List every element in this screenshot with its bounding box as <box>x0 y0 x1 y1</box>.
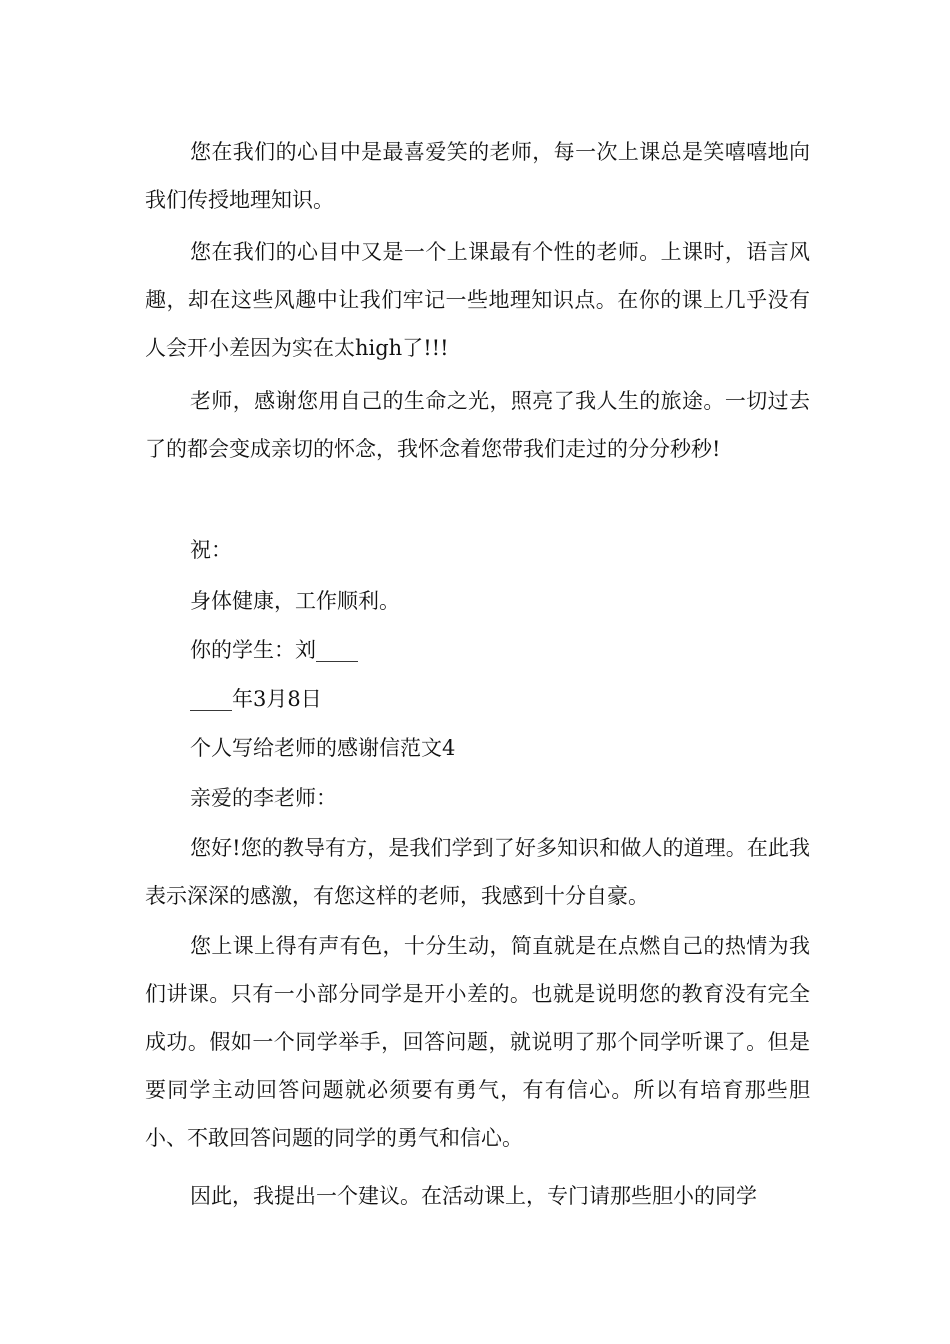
date-line: ____年3月8日 <box>190 687 322 711</box>
paragraph-6: 因此，我提出一个建议。在活动课上，专门请那些胆小的同学 <box>190 1184 757 1208</box>
paragraph-3: 老师，感谢您用自己的生命之光，照亮了我人生的旅途。一切过去了的都会变成亲切的怀念，我怀念着您带我们走过的分分秒秒! <box>145 389 810 461</box>
salutation: 亲爱的李老师： <box>190 786 337 810</box>
paragraph-2: 您在我们的心目中又是一个上课最有个性的老师。上课时，语言风趣，却在这些风趣中让我们牢记一些地理知识点。在你的课上几乎没有人会开小差因为实在太high了!!! <box>145 240 810 360</box>
signature-line: 你的学生：刘____ <box>190 638 358 662</box>
section-title: 个人写给老师的感谢信范文4 <box>190 736 456 760</box>
paragraph-5: 您上课上得有声有色，十分生动，简直就是在点燃自己的热情为我们讲课。只有一小部分同学是开小差的。也就是说明您的教育没有完全成功。假如一个同学举手，回答问题，就说明了那个同学听课了。但是要同学主动回答问题就必须要有勇气，有有信心。所以有培育那些胆小、不敢回答问题的同学的勇气和信心。 <box>145 934 810 1150</box>
wish-line: 祝： <box>190 538 232 562</box>
paragraph-1: 您在我们的心目中是最喜爱笑的老师，每一次上课总是笑嘻嘻地向我们传授地理知识。 <box>145 140 810 212</box>
paragraph-4: 您好!您的教导有方，是我们学到了好多知识和做人的道理。在此我表示深深的感激，有您这样的老师，我感到十分自豪。 <box>145 836 810 908</box>
wish-text: 身体健康，工作顺利。 <box>190 589 400 613</box>
